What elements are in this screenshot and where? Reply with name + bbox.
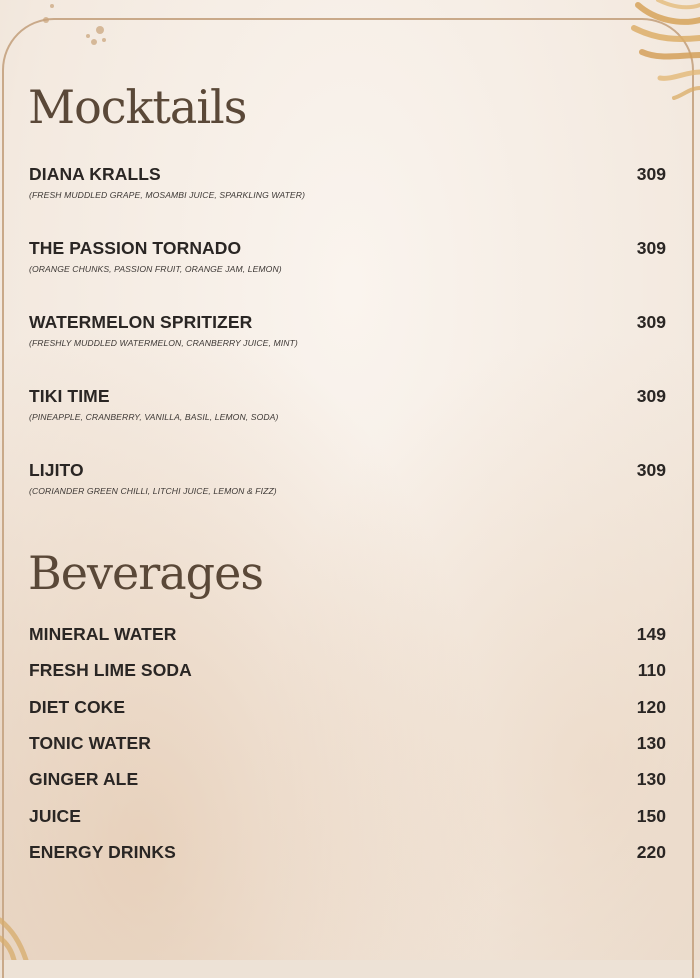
item-price: 309 [636,312,666,332]
menu-item [29,660,666,681]
section-title-beverages: Beverages [28,546,263,600]
menu-item [29,312,666,348]
page-border-frame [2,18,694,978]
item-name: GINGER ALE [29,769,139,789]
item-name: DIET COKE [29,697,126,717]
item-name: WATERMELON SPRITIZER [29,312,253,332]
item-name: FRESH LIME SODA [29,660,192,680]
item-price: 130 [636,733,666,753]
item-name: DIANA KRALLS [29,164,161,184]
menu-item [29,769,666,790]
menu-item [29,460,666,496]
menu-item [29,238,666,274]
item-name: TIKI TIME [29,386,110,406]
dried-flower-decoration-icon [620,0,700,110]
menu-item [29,842,666,863]
leaf-decoration-icon [0,900,60,960]
item-name: THE PASSION TORNADO [29,238,242,258]
item-name: LIJITO [29,460,84,480]
item-description: (PINEAPPLE, CRANBERRY, VANILLA, BASIL, LEMON, SODA) [29,412,279,422]
item-name: TONIC WATER [29,733,151,753]
item-price: 220 [636,842,666,862]
menu-item [29,806,666,827]
item-description: (CORIANDER GREEN CHILLI, LITCHI JUICE, LEMON & FIZZ) [29,486,277,496]
menu-item [29,386,666,422]
menu-item [29,733,666,754]
menu-item [29,697,666,718]
item-description: (FRESHLY MUDDLED WATERMELON, CRANBERRY JUICE, MINT) [29,338,298,348]
item-price: 150 [636,806,666,826]
item-price: 110 [637,660,666,680]
item-price: 130 [636,769,666,789]
item-price: 149 [636,624,666,644]
item-name: MINERAL WATER [29,624,177,644]
section-title-mocktails: Mocktails [28,80,247,134]
item-price: 309 [636,386,666,406]
item-name: JUICE [29,806,82,826]
item-price: 309 [636,460,666,480]
item-description: (FRESH MUDDLED GRAPE, MOSAMBI JUICE, SPARKLING WATER) [29,190,306,200]
speckle-decoration-icon [38,0,118,60]
item-price: 309 [636,164,666,184]
item-price: 120 [636,697,666,717]
menu-item [29,624,666,645]
item-description: (ORANGE CHUNKS, PASSION FRUIT, ORANGE JAM, LEMON) [29,264,282,274]
item-name: ENERGY DRINKS [29,842,176,862]
item-price: 309 [636,238,666,258]
menu-item [29,164,666,200]
